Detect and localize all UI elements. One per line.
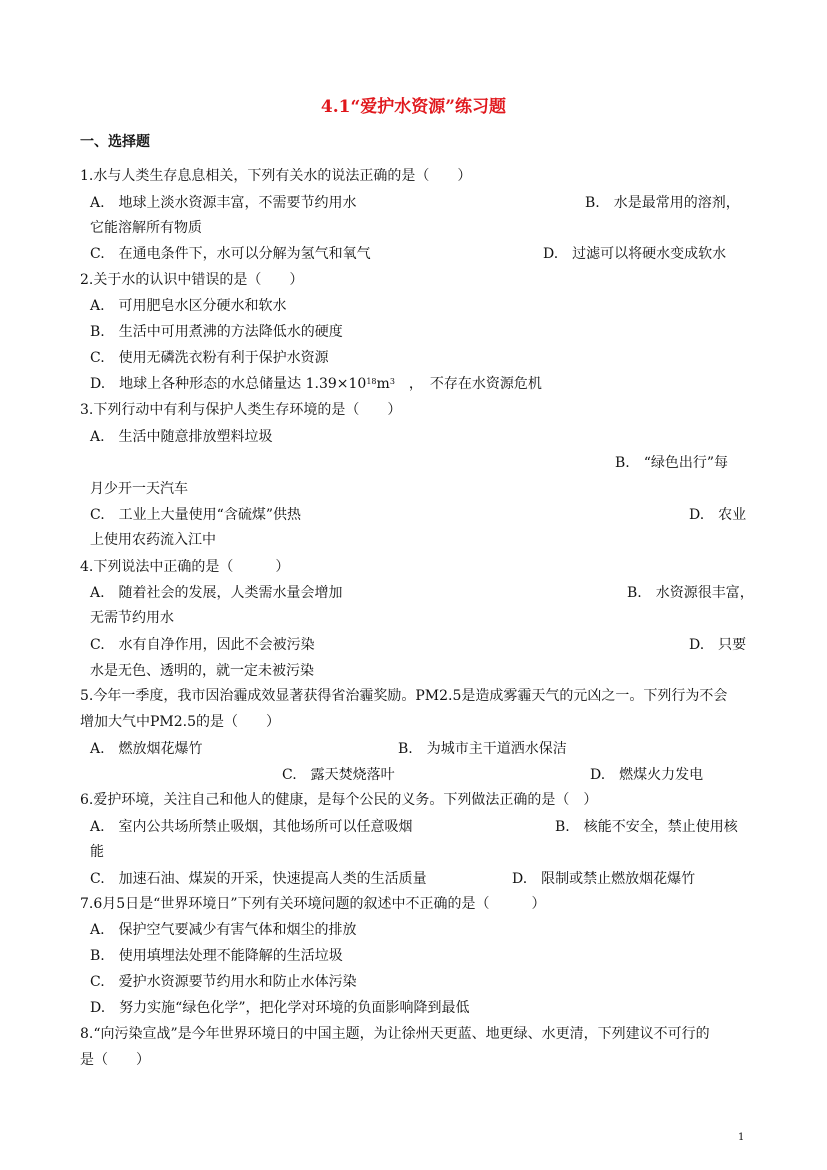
question-5-option-d: D. 燃煤火力发电 — [590, 767, 704, 783]
question-1-stem: 1.水与人类生存息息相关，下列有关水的说法正确的是（ ） — [80, 168, 472, 184]
section-heading: 一、选择题 — [80, 134, 150, 150]
question-5-stem-cont: 增加大气中PM2.5的是（ ） — [80, 714, 281, 730]
question-8-stem: 8.“向污染宣战”是今年世界环境日的中国主题，为让徐州天更蓝、地更绿、水更清，下列建议不可行的 — [80, 1026, 710, 1042]
question-6-option-b: B. 核能不安全，禁止使用核 — [555, 819, 738, 835]
question-4-option-d: D. 只要 — [689, 637, 747, 653]
question-4-option-c: C. 水有自净作用，因此不会被污染 — [90, 637, 315, 653]
question-1-option-d: D. 过滤可以将硬水变成软水 — [543, 246, 727, 262]
question-1-option-c: C. 在通电条件下，水可以分解为氢气和氧气 — [90, 246, 371, 262]
question-5-option-b: B. 为城市主干道洒水保洁 — [398, 741, 567, 757]
question-3-option-d-cont: 上使用农药流入江中 — [90, 532, 216, 548]
question-1-option-b-cont: 它能溶解所有物质 — [90, 220, 202, 236]
question-5-option-c: C. 露天焚烧落叶 — [282, 767, 395, 783]
question-2-option-a: A. 可用肥皂水区分硬水和软水 — [90, 298, 287, 314]
question-3-stem: 3.下列行动中有利与保护人类生存环境的是（ ） — [80, 402, 402, 418]
question-3-option-b: B. “绿色出行”每 — [615, 455, 729, 471]
question-7-option-c: C. 爱护水资源要节约用水和防止水体污染 — [90, 974, 357, 990]
question-6-stem: 6.爱护环境，关注自己和他人的健康，是每个公民的义务。下列做法正确的是（ ） — [80, 792, 598, 808]
question-3-option-d: D. 农业 — [689, 507, 747, 523]
question-2-option-d: D. 地球上各种形态的水总储量达 $1.39\times 10^{18}m^3$ ， 不存在水资源危机 — [90, 376, 542, 392]
question-1-option-b: B. 水是最常用的溶剂， — [585, 195, 740, 211]
question-5-stem: 5.今年一季度，我市因治霾成效显著获得省治霾奖励。PM2.5是造成雾霾天气的元凶之一。下列行为不会 — [80, 688, 728, 704]
question-2-stem: 2.关于水的认识中错误的是（ ） — [80, 272, 304, 288]
question-1-option-a: A. 地球上淡水资源丰富，不需要节约用水 — [90, 195, 357, 211]
question-3-option-b-cont: 月少开一天汽车 — [90, 481, 188, 497]
question-6-option-b-cont: 能 — [90, 844, 104, 860]
question-4-option-b-cont: 无需节约用水 — [90, 610, 174, 626]
question-2-option-b: B. 生活中可用煮沸的方法降低水的硬度 — [90, 324, 343, 340]
question-7-option-a: A. 保护空气要减少有害气体和烟尘的排放 — [90, 922, 357, 938]
page-title: 4.1“爱护水资源”练习题 — [320, 97, 507, 117]
question-3-option-c: C. 工业上大量使用“含硫煤”供热 — [90, 507, 301, 523]
question-4-option-b: B. 水资源很丰富， — [627, 585, 754, 601]
question-4-option-a: A. 随着社会的发展，人类需水量会增加 — [90, 585, 343, 601]
question-6-option-c: C. 加速石油、煤炭的开采，快速提高人类的生活质量 — [90, 871, 427, 887]
question-7-option-d: D. 努力实施“绿色化学”，把化学对环境的负面影响降到最低 — [90, 1000, 470, 1016]
question-4-option-d-cont: 水是无色、透明的，就一定未被污染 — [90, 663, 314, 679]
question-5-option-a: A. 燃放烟花爆竹 — [90, 741, 203, 757]
question-3-option-a: A. 生活中随意排放塑料垃圾 — [90, 429, 273, 445]
question-7-stem: 7.6月5日是“世界环境日”下列有关环境问题的叙述中不正确的是（ ） — [80, 896, 546, 912]
question-6-option-d: D. 限制或禁止燃放烟花爆竹 — [512, 871, 696, 887]
question-8-stem-cont: 是（ ） — [80, 1052, 150, 1068]
question-6-option-a: A. 室内公共场所禁止吸烟，其他场所可以任意吸烟 — [90, 819, 413, 835]
question-7-option-b: B. 使用填埋法处理不能降解的生活垃圾 — [90, 948, 343, 964]
question-2-option-c: C. 使用无磷洗衣粉有利于保护水资源 — [90, 350, 329, 366]
question-4-stem: 4.下列说法中正确的是（ ） — [80, 559, 290, 575]
page-number: 1 — [738, 1132, 745, 1143]
